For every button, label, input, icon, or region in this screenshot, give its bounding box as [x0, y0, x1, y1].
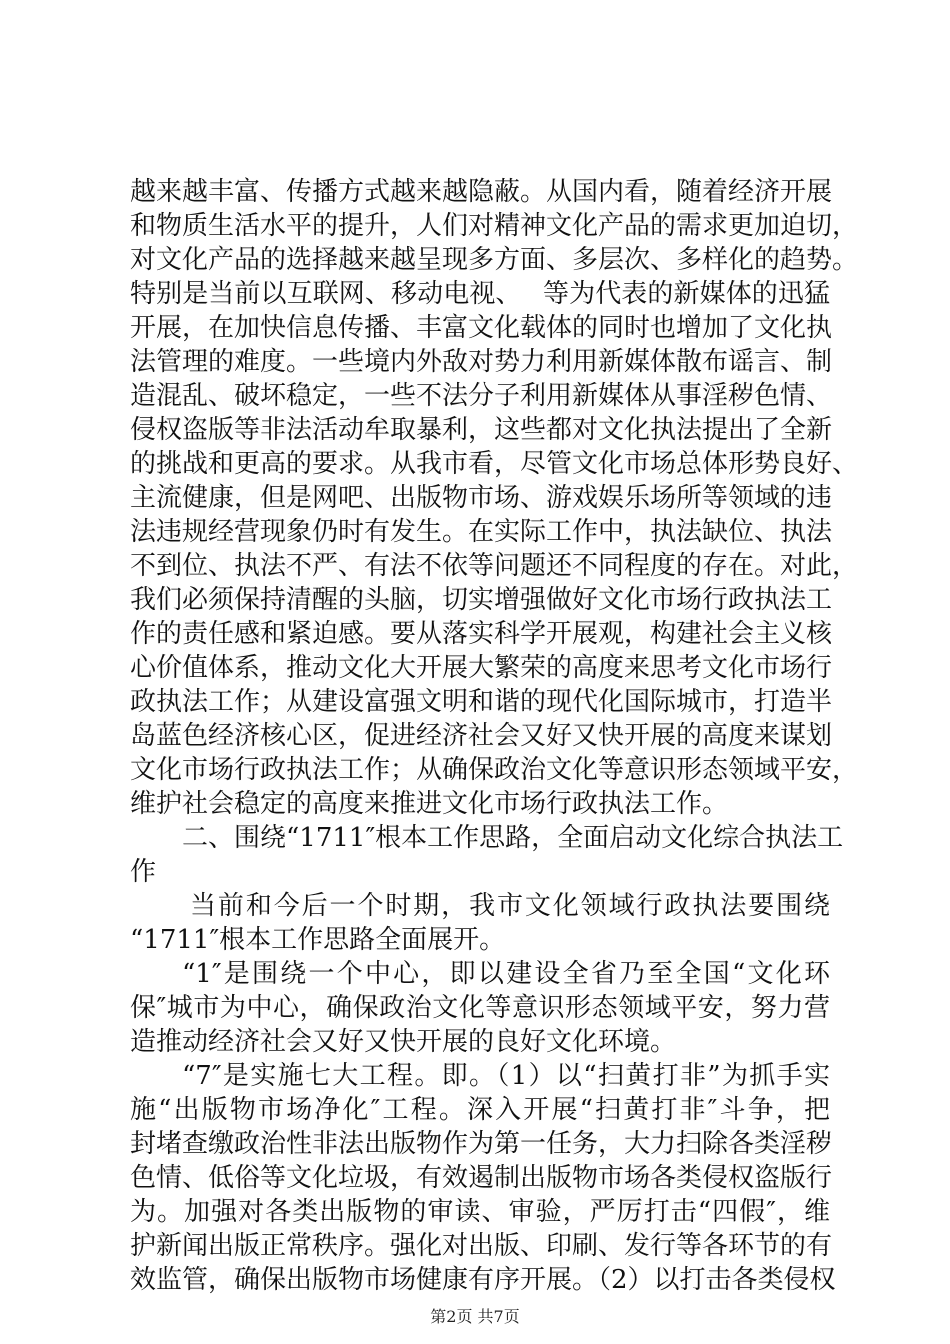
text-line: 和物质生活水平的提升，人们对精神文化产品的需求更加迫切， [130, 211, 859, 241]
text-line: 开展，在加快信息传播、丰富文化载体的同时也增加了文化执 [130, 313, 833, 343]
paragraph-first-line: “7″是实施七大工程。即。（1）以“扫黄打非”为抓手实 [182, 1061, 830, 1091]
text-line: 越来越丰富、传播方式越来越隐蔽。从国内看，随着经济开展 [130, 177, 833, 207]
text-line: 效监管，确保出版物市场健康有序开展。（2）以打击各类侵权 [130, 1265, 836, 1295]
text-line: 造推动经济社会又好又快开展的良好文化环境。 [130, 1027, 677, 1057]
text-line: 的挑战和更高的要求。从我市看，尽管文化市场总体形势良好、 [130, 449, 859, 479]
text-line: 政执法工作；从建设富强文明和谐的现代化国际城市，打造半 [130, 687, 833, 717]
text-line: “1711″根本工作思路全面展开。 [130, 925, 506, 955]
text-line: 施“出版物市场净化″工程。深入开展“扫黄打非″斗争，把 [130, 1095, 830, 1125]
text-line: 侵权盗版等非法活动牟取暴利，这些都对文化执法提出了全新 [130, 415, 833, 445]
section-heading: 二、围绕“1711″根本工作思路，全面启动文化综合执法工 [182, 823, 844, 853]
text-line: 维护社会稳定的高度来推进文化市场行政执法工作。 [130, 789, 729, 819]
section-heading-continuation: 作 [130, 857, 157, 887]
text-line: 特别是当前以互联网、移动电视、 等为代表的新媒体的迅猛 [130, 279, 830, 309]
text-line: 封堵查缴政治性非法出版物作为第一任务，大力扫除各类淫秽 [130, 1129, 833, 1159]
text-line: 不到位、执法不严、有法不依等问题还不同程度的存在。对此， [130, 551, 859, 581]
text-line: 为。加强对各类出版物的审读、审验，严厉打击“四假″，维 [130, 1197, 830, 1227]
text-line: 我们必须保持清醒的头脑，切实增强做好文化市场行政执法工 [130, 585, 833, 615]
page-footer: 第2页 共7页 [430, 1307, 520, 1326]
text-line: 护新闻出版正常秩序。强化对出版、印刷、发行等各环节的有 [130, 1231, 833, 1261]
text-line: 作的责任感和紧迫感。要从落实科学开展观，构建社会主义核 [130, 619, 833, 649]
text-line: 文化市场行政执法工作；从确保政治文化等意识形态领域平安， [130, 755, 859, 785]
text-line: 心价值体系，推动文化大开展大繁荣的高度来思考文化市场行 [130, 653, 833, 683]
paragraph-first-line: “1″是围绕一个中心，即以建设全省乃至全国“文化环 [182, 959, 830, 989]
text-line: 对文化产品的选择越来越呈现多方面、多层次、多样化的趋势。 [130, 245, 859, 275]
text-line: 法违规经营现象仍时有发生。在实际工作中，执法缺位、执法 [130, 517, 833, 547]
text-line: 保″城市为中心，确保政治文化等意识形态领域平安，努力营 [130, 993, 830, 1023]
text-line: 色情、低俗等文化垃圾，有效遏制出版物市场各类侵权盗版行 [130, 1163, 833, 1193]
text-line: 法管理的难度。一些境内外敌对势力利用新媒体散布谣言、制 [130, 347, 833, 377]
paragraph-first-line: 当前和今后一个时期，我市文化领域行政执法要围绕 [190, 891, 830, 921]
text-line: 主流健康，但是网吧、出版物市场、游戏娱乐场所等领域的违 [130, 483, 833, 513]
text-line: 造混乱、破坏稳定，一些不法分子利用新媒体从事淫秽色情、 [130, 381, 833, 411]
text-line: 岛蓝色经济核心区，促进经济社会又好又快开展的高度来谋划 [130, 721, 833, 751]
